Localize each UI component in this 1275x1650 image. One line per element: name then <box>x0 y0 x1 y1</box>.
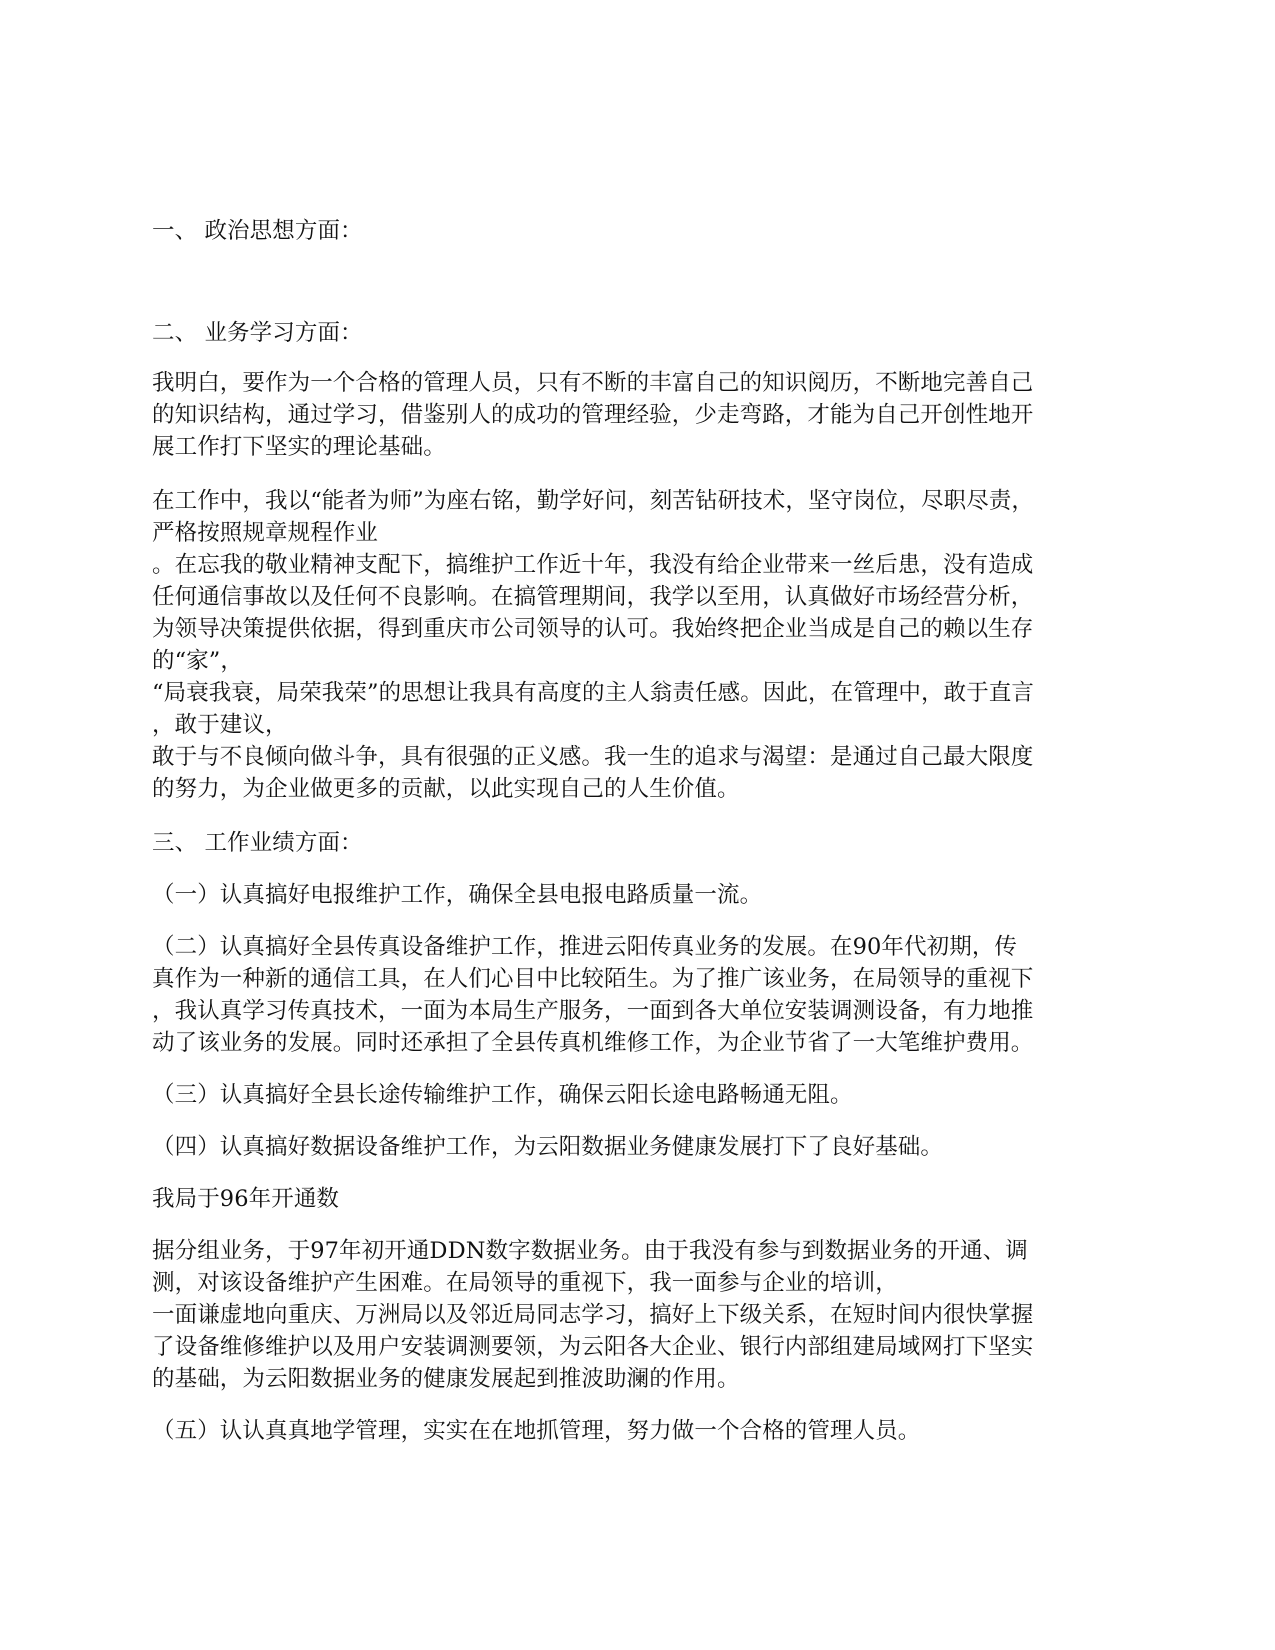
section-heading-work: 三、 工作业绩方面： <box>152 830 363 856</box>
data-paragraph-2 <box>152 1235 1132 1395</box>
paragraph-line: “局衰我衰，局荣我荣”的思想让我具有高度的主人翁责任感。因此，在管理中，敢于直言 <box>152 680 1035 706</box>
paragraph-line: 真作为一种新的通信工具，在人们心目中比较陌生。为了推广该业务，在局领导的重视下 <box>152 966 1034 992</box>
paragraph-line: 在工作中，我以“能者为师”为座右铭，勤学好问，刻苦钻研技术，坚守岗位，尽职尽责， <box>152 488 1035 514</box>
data-paragraph-1: 我局于96年开通数 <box>152 1186 340 1212</box>
section-heading-study: 二、 业务学习方面： <box>152 320 363 346</box>
paragraph-line: 一面谦虚地向重庆、万洲局以及邻近局同志学习，搞好上下级关系，在短时间内很快掌握 <box>152 1302 1034 1328</box>
paragraph-line: 的知识结构，通过学习，借鉴别人的成功的管理经验，少走弯路，才能为自己开创性地开 <box>152 402 1034 428</box>
paragraph-line: 严格按照规章规程作业 <box>152 520 379 546</box>
paragraph-line: 敢于与不良倾向做斗争，具有很强的正义感。我一生的追求与渴望：是通过自己最大限度 <box>152 744 1034 770</box>
paragraph-line: 的“家”， <box>152 648 244 674</box>
document-body <box>152 215 1132 1447</box>
work-item-2 <box>152 931 1132 1059</box>
paragraph-line: 我明白，要作为一个合格的管理人员，只有不断的丰富自己的知识阅历，不断地完善自己 <box>152 370 1034 396</box>
paragraph-line: 据分组业务，于97年初开通DDN数字数据业务。由于我没有参与到数据业务的开通、调 <box>152 1238 1028 1264</box>
paragraph-line: 任何通信事故以及任何不良影响。在搞管理期间，我学以至用，认真做好市场经营分析， <box>152 584 1034 610</box>
paragraph-line: 的基础，为云阳数据业务的健康发展起到推波助澜的作用。 <box>152 1366 740 1392</box>
work-item-1: （一）认真搞好电报维护工作，确保全县电报电路质量一流。 <box>152 882 763 908</box>
paragraph-line: 。在忘我的敬业精神支配下，搞维护工作近十年，我没有给企业带来一丝后患，没有造成 <box>152 552 1034 578</box>
paragraph-line: 的努力，为企业做更多的贡献，以此实现自己的人生价值。 <box>152 776 740 802</box>
paragraph-line: 展工作打下坚实的理论基础。 <box>152 434 446 460</box>
work-item-3: （三）认真搞好全县长途传输维护工作，确保云阳长途电路畅通无阻。 <box>152 1082 853 1108</box>
paragraph-study-1 <box>152 367 1132 463</box>
paragraph-line: 为领导决策提供依据，得到重庆市公司领导的认可。我始终把企业当成是自己的赖以生存 <box>152 616 1034 642</box>
paragraph-line: ，我认真学习传真技术，一面为本局生产服务，一面到各大单位安装调测设备，有力地推 <box>152 998 1034 1024</box>
paragraph-line: （二）认真搞好全县传真设备维护工作，推进云阳传真业务的发展。在90年代初期，传 <box>152 934 1018 960</box>
work-item-5: （五）认认真真地学管理，实实在在地抓管理，努力做一个合格的管理人员。 <box>152 1418 921 1444</box>
paragraph-line: ，敢于建议， <box>152 712 288 738</box>
work-item-4: （四）认真搞好数据设备维护工作，为云阳数据业务健康发展打下了良好基础。 <box>152 1134 944 1160</box>
paragraph-line: 动了该业务的发展。同时还承担了全县传真机维修工作，为企业节省了一大笔维护费用。 <box>152 1030 1034 1056</box>
paragraph-line: 测，对该设备维护产生困难。在局领导的重视下，我一面参与企业的培训， <box>152 1270 898 1296</box>
paragraph-line: 了设备维修维护以及用户安装调测要领，为云阳各大企业、银行内部组建局域网打下坚实 <box>152 1334 1034 1360</box>
paragraph-study-2 <box>152 485 1132 805</box>
section-heading-politics: 一、 政治思想方面： <box>152 218 363 244</box>
